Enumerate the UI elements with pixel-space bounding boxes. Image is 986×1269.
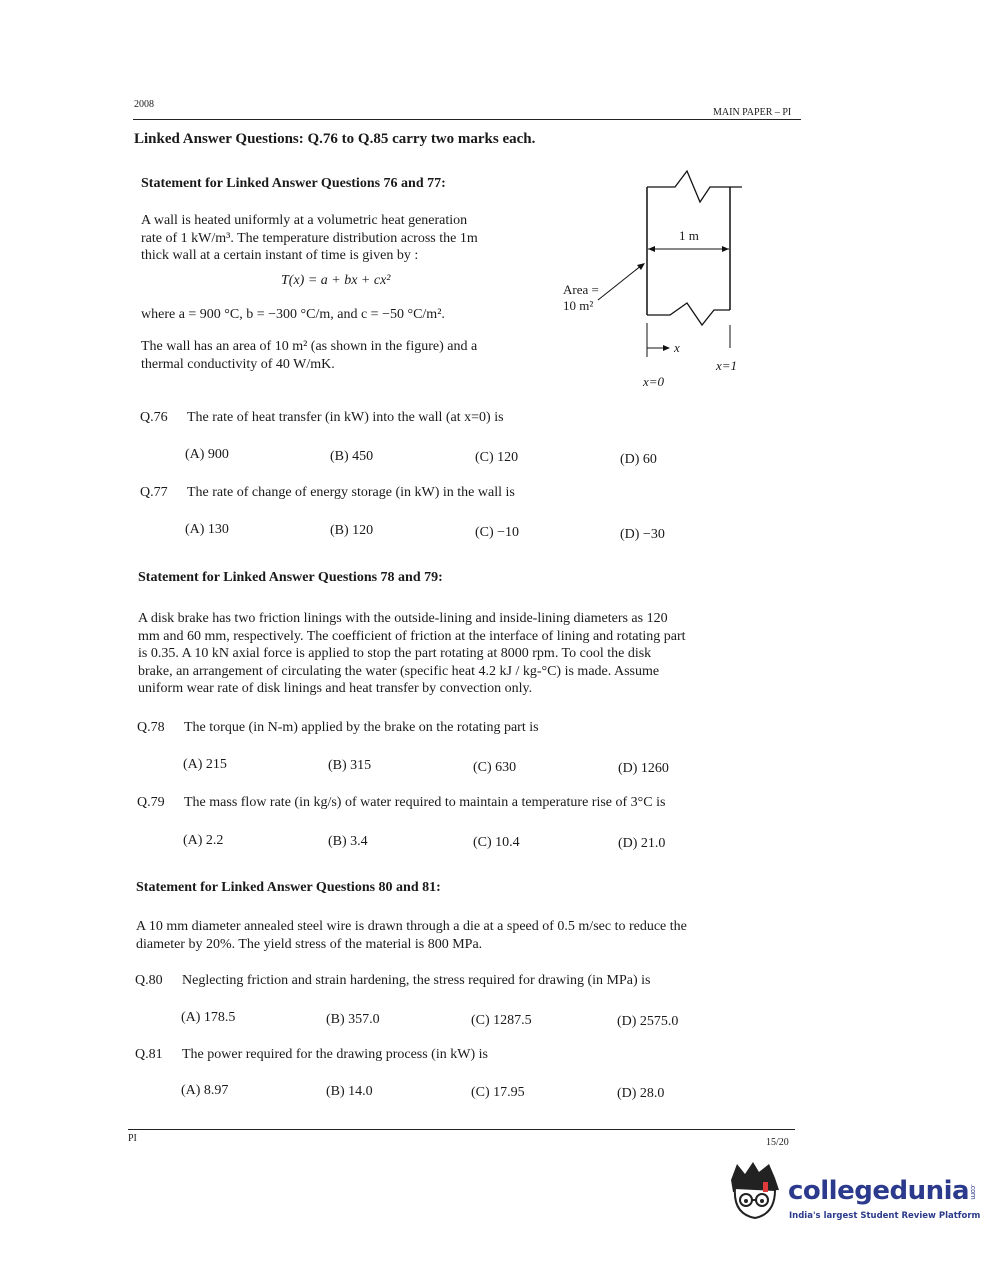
statement-line: brake, an arrangement of circulating the water (specific heat 4.2 kJ / kg-°C) is made. Assume — [138, 663, 660, 679]
q77-option-b[interactable]: (B) 120 — [330, 523, 374, 538]
question-text: Neglecting friction and strain hardening, the stress required for drawing (in MPa) is — [182, 973, 651, 988]
q79-option-c[interactable]: (C) 10.4 — [473, 835, 520, 850]
mascot-eye-right — [760, 1199, 764, 1203]
width-arrow-right — [722, 246, 729, 252]
question-number: Q.79 — [137, 795, 165, 810]
logo-wordmark — [788, 1176, 977, 1206]
q79-option-a[interactable]: (A) 2.2 — [183, 833, 224, 848]
statement-line: mm and 60 mm, respectively. The coefficient of friction at the interface of lining and rotating part — [138, 628, 686, 644]
question-80 — [135, 973, 775, 993]
question-text: The power required for the drawing process (in kW) is — [182, 1047, 488, 1062]
header-year: 2008 — [134, 99, 154, 110]
question-text: The torque (in N-m) applied by the brake on the rotating part is — [184, 720, 539, 735]
q81-option-c[interactable]: (C) 17.95 — [471, 1085, 525, 1100]
q79-option-b[interactable]: (B) 3.4 — [328, 834, 368, 849]
q77-option-c[interactable]: (C) −10 — [475, 525, 520, 540]
wall-top-break — [647, 171, 742, 202]
q80-option-b[interactable]: (B) 357.0 — [326, 1012, 380, 1027]
section-title: Linked Answer Questions: Q.76 to Q.85 carry two marks each. — [134, 131, 536, 147]
question-number: Q.81 — [135, 1047, 163, 1062]
q76-option-d[interactable]: (D) 60 — [620, 452, 657, 467]
statement-line: diameter by 20%. The yield stress of the material is 800 MPa. — [136, 936, 483, 952]
question-79 — [137, 795, 777, 815]
statement-line: thermal conductivity of 40 W/mK. — [141, 356, 335, 372]
q81-option-a[interactable]: (A) 8.97 — [181, 1083, 229, 1098]
x1-label: x=1 — [716, 358, 738, 373]
q76-option-a[interactable]: (A) 900 — [185, 447, 229, 462]
x-direction-arrow — [663, 345, 670, 351]
statement-line: A wall is heated uniformly at a volumetric heat generation — [141, 213, 468, 228]
area-label-1: Area = — [563, 282, 599, 297]
q78-option-c[interactable]: (C) 630 — [473, 760, 517, 775]
q80-option-d[interactable]: (D) 2575.0 — [617, 1014, 679, 1029]
logo-suffix: .com — [969, 1183, 978, 1199]
statement-line: The wall has an area of 10 m² (as shown in the figure) and a — [141, 339, 478, 354]
q77-option-a[interactable]: (A) 130 — [185, 522, 229, 537]
statement-extra-76-77 — [141, 338, 561, 373]
wall-figure — [590, 165, 760, 390]
temperature-equation: T(x) = a + bx + cx² — [281, 273, 391, 288]
statement-body-76-77 — [141, 212, 561, 265]
q78-option-b[interactable]: (B) 315 — [328, 758, 372, 773]
question-76 — [140, 410, 780, 430]
q79-option-d[interactable]: (D) 21.0 — [618, 836, 666, 851]
question-number: Q.77 — [140, 485, 168, 500]
x-axis-label: x — [674, 340, 680, 355]
statement-line: rate of 1 kW/m³. The temperature distribution across the 1m — [141, 230, 478, 246]
logo-name: collegedunia — [788, 1176, 970, 1206]
equation-constants: where a = 900 °C, b = −300 °C/m, and c = −50 °C/m². — [141, 307, 445, 322]
q80-option-c[interactable]: (C) 1287.5 — [471, 1013, 532, 1028]
wall-bottom-break — [647, 303, 730, 325]
statement-title-78-79: Statement for Linked Answer Questions 78 and 79: — [138, 570, 443, 585]
width-arrow-left — [648, 246, 655, 252]
q80-option-a[interactable]: (A) 178.5 — [181, 1010, 236, 1025]
question-text: The rate of change of energy storage (in kW) in the wall is — [187, 485, 515, 500]
mascot-pencil — [763, 1182, 768, 1192]
statement-line: is 0.35. A 10 kN axial force is applied to stop the part rotating at 8000 rpm. To cool the disk — [138, 646, 652, 661]
width-label: 1 m — [679, 228, 699, 243]
statement-line: uniform wear rate of disk linings and heat transfer by convection only. — [138, 681, 533, 696]
statement-title-76-77: Statement for Linked Answer Questions 76 and 77: — [141, 176, 446, 191]
mascot-eye-left — [744, 1199, 748, 1203]
question-77 — [140, 485, 780, 505]
q78-option-a[interactable]: (A) 215 — [183, 757, 227, 772]
question-text: The mass flow rate (in kg/s) of water required to maintain a temperature rise of 3°C is — [184, 795, 666, 810]
area-pointer-arrow — [637, 263, 645, 270]
statement-body-80-81 — [136, 918, 796, 953]
logo-tagline: India's largest Student Review Platform — [789, 1211, 981, 1221]
header-rule — [133, 119, 801, 120]
question-78 — [137, 720, 777, 740]
q77-option-d[interactable]: (D) −30 — [620, 527, 665, 542]
q76-option-c[interactable]: (C) 120 — [475, 450, 519, 465]
q78-option-d[interactable]: (D) 1260 — [618, 761, 669, 776]
question-number: Q.80 — [135, 973, 163, 988]
q76-option-b[interactable]: (B) 450 — [330, 449, 374, 464]
header-paper: MAIN PAPER – PI — [713, 107, 792, 118]
statement-title-80-81: Statement for Linked Answer Questions 80 and 81: — [136, 880, 441, 895]
x0-label: x=0 — [643, 374, 665, 389]
footer-left: PI — [128, 1133, 137, 1144]
area-label-2: 10 m² — [563, 298, 594, 313]
q81-option-b[interactable]: (B) 14.0 — [326, 1084, 373, 1099]
logo-mascot — [727, 1160, 783, 1226]
q81-option-d[interactable]: (D) 28.0 — [617, 1086, 665, 1101]
statement-line: thick wall at a certain instant of time is given by : — [141, 248, 419, 263]
question-number: Q.76 — [140, 410, 168, 425]
mascot-icon — [727, 1160, 783, 1226]
question-81 — [135, 1047, 775, 1067]
area-pointer-line — [598, 265, 642, 300]
footer-page: 15/20 — [766, 1137, 789, 1148]
statement-line: A 10 mm diameter annealed steel wire is drawn through a die at a speed of 0.5 m/sec to reduce the — [136, 919, 687, 934]
statement-body-78-79 — [138, 610, 798, 698]
question-text: The rate of heat transfer (in kW) into the wall (at x=0) is — [187, 410, 504, 425]
statement-line: A disk brake has two friction linings with the outside-lining and inside-lining diameters as 120 — [138, 611, 668, 626]
question-number: Q.78 — [137, 720, 165, 735]
footer-rule — [128, 1129, 795, 1130]
